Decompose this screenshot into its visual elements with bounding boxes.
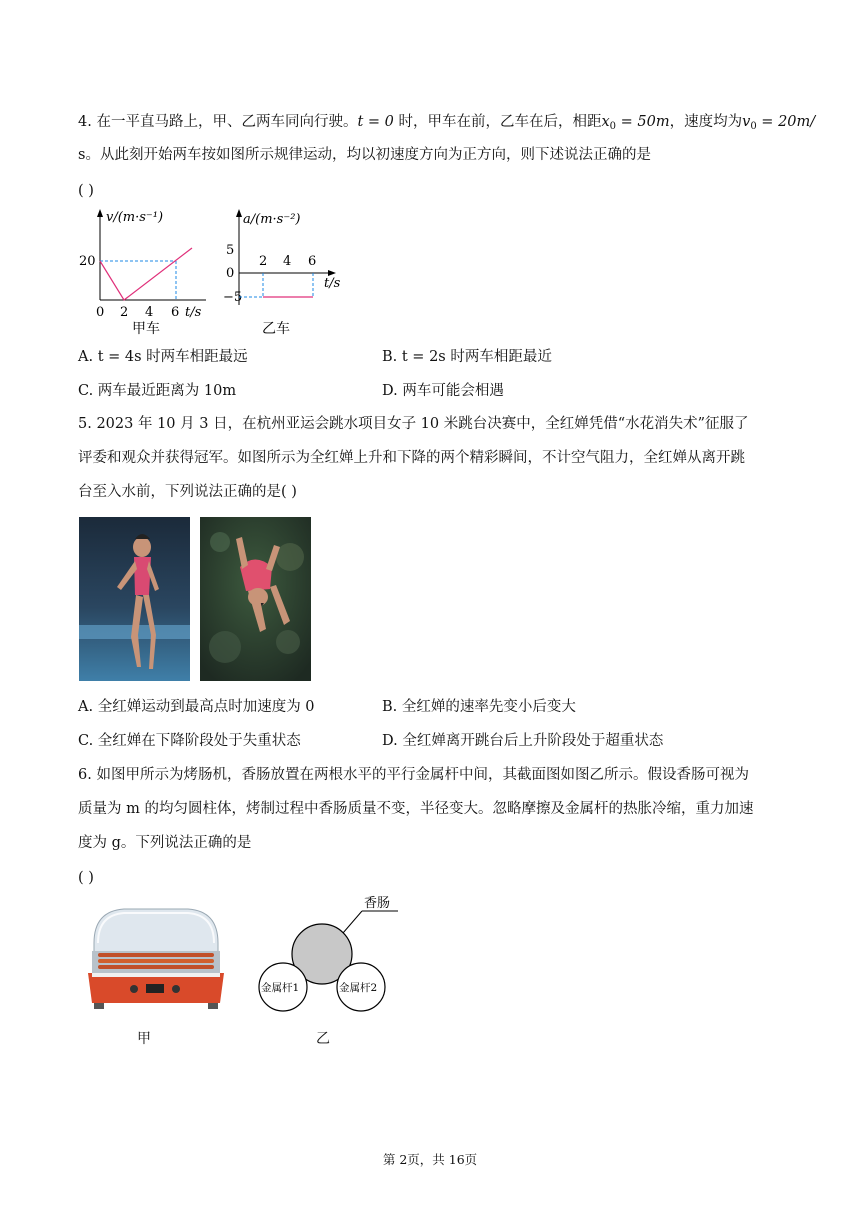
rod1-label: 金属杆1 bbox=[261, 982, 300, 994]
g2-y0: 0 bbox=[226, 266, 235, 281]
q4-option-c: C. 两车最近距离为 10m bbox=[78, 383, 237, 399]
q4-line2: s。从此刻开始两车按如图所示规律运动，均以初速度方向为正方向，则下述说法正确的是 bbox=[78, 147, 651, 163]
g1-y-arrow bbox=[97, 209, 103, 217]
g2-ylabel: a/(m·s⁻²) bbox=[243, 212, 301, 227]
q4-line1: 4. 在一平直马路上，甲、乙两车同向行驶。t = 0 时，甲车在前，乙车在后，相距$x_0 = 50m$，速度均为$v_0 = 20m/$ bbox=[78, 114, 816, 132]
g1-xlabel: t/s bbox=[185, 305, 202, 320]
q6-line2: 质量为 m 的均匀圆柱体，烤制过程中香肠质量不变，半径变大。忽略摩擦及金属杆的热胀冷缩，重力加速 bbox=[78, 801, 754, 817]
diver-falling-photo bbox=[200, 517, 311, 681]
g2-x6: 6 bbox=[308, 254, 317, 269]
q6-caption-jia: 甲 bbox=[137, 1031, 151, 1047]
diver-rising-photo bbox=[79, 517, 190, 681]
q5-line3: 台至入水前，下列说法正确的是( ) bbox=[78, 484, 297, 500]
q6-line3: 度为 g。下列说法正确的是 bbox=[78, 835, 252, 851]
q5-option-b: B. 全红婵的速率先变小后变大 bbox=[382, 699, 576, 715]
g1-x2: 2 bbox=[120, 305, 129, 320]
q5-option-d: D. 全红婵离开跳台后上升阶段处于超重状态 bbox=[382, 733, 664, 749]
sausage-machine-photo bbox=[84, 903, 226, 1015]
sausage-label: 香肠 bbox=[364, 896, 391, 911]
q4-graph-jia bbox=[74, 205, 224, 340]
sausage-leader-line bbox=[343, 911, 362, 933]
page-footer: 第 2页，共 16页 bbox=[382, 1152, 478, 1167]
q6-caption-yi: 乙 bbox=[316, 1031, 330, 1047]
g2-x2: 2 bbox=[259, 254, 268, 269]
g1-x4: 4 bbox=[145, 305, 154, 320]
g2-y5: 5 bbox=[226, 243, 235, 258]
q4-option-b: B. t = 2s 时两车相距最近 bbox=[382, 349, 552, 365]
q4-graph-yi bbox=[222, 205, 362, 340]
g2-x4: 4 bbox=[283, 254, 292, 269]
g2-yneg5: −5 bbox=[223, 290, 243, 305]
q5-option-a: A. 全红婵运动到最高点时加速度为 0 bbox=[78, 699, 315, 715]
g2-caption: 乙车 bbox=[262, 321, 290, 337]
q5-line2: 评委和观众并获得冠军。如图所示为全红婵上升和下降的两个精彩瞬间，不计空气阻力，全红婵从离开跳 bbox=[78, 450, 745, 466]
g1-caption: 甲车 bbox=[132, 321, 160, 337]
g1-y20: 20 bbox=[79, 254, 96, 269]
sausage-cross-section bbox=[250, 893, 410, 1018]
q4-option-a: A. t = 4s 时两车相距最远 bbox=[78, 349, 248, 365]
rod2-label: 金属杆2 bbox=[339, 982, 378, 994]
g1-x6: 6 bbox=[171, 305, 180, 320]
g2-xlabel: t/s bbox=[324, 276, 341, 291]
g2-y-arrow bbox=[236, 209, 242, 217]
q6-line1: 6. 如图甲所示为烤肠机，香肠放置在两根水平的平行金属杆中间，其截面图如图乙所示。假设香肠可视为 bbox=[78, 767, 749, 783]
q5-option-c: C. 全红婵在下降阶段处于失重状态 bbox=[78, 733, 301, 749]
q5-line1: 5. 2023 年 10 月 3 日，在杭州亚运会跳水项目女子 10 米跳台决赛中，全红婵凭借“水花消失术”征服了 bbox=[78, 416, 749, 432]
q4-bracket: ( ) bbox=[78, 183, 94, 199]
sausage-rollers bbox=[98, 953, 214, 969]
q6-bracket: ( ) bbox=[78, 870, 94, 886]
g1-x0: 0 bbox=[96, 305, 105, 320]
g1-ylabel: v/(m·s⁻¹) bbox=[106, 210, 164, 225]
g1-velocity-line bbox=[100, 248, 192, 300]
q4-option-d: D. 两车可能会相遇 bbox=[382, 383, 504, 399]
